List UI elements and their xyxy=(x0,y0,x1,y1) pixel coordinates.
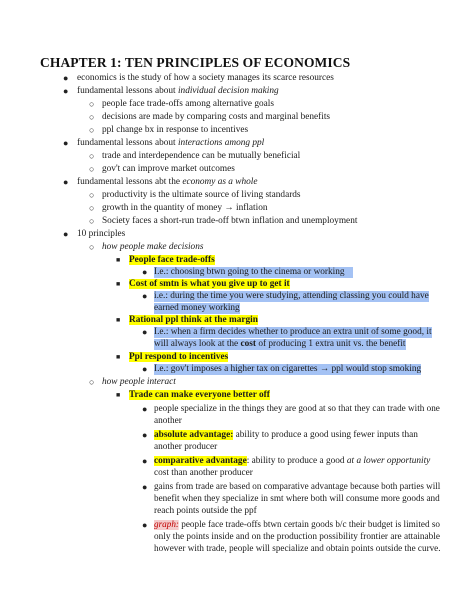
bullet-l1: ● xyxy=(63,229,69,239)
text-fragment: fundamental lessons abt the xyxy=(77,177,183,187)
principle-heading xyxy=(129,255,215,266)
principle-heading xyxy=(129,390,270,401)
principle-heading xyxy=(129,352,228,363)
bullet-l3: ■ xyxy=(116,256,121,264)
bullet-text xyxy=(154,456,430,467)
highlight-yellow: absolute advantage: xyxy=(154,430,234,440)
bullet-text: productivity is the ultimate source of living standards xyxy=(102,190,301,200)
bullet-text: decisions are made by comparing costs and marginal benefits xyxy=(102,112,331,122)
highlight-blue-example: I.e.: choosing btwn going to the cinema or working xyxy=(154,267,353,278)
text-fragment: fundamental lessons about xyxy=(77,86,178,96)
chapter-title: CHAPTER 1: TEN PRINCIPLES OF ECONOMICS xyxy=(40,55,351,70)
bullet-text xyxy=(154,430,418,441)
bullet-l4: ● xyxy=(142,430,148,440)
bullet-l2: ○ xyxy=(89,112,95,122)
highlight-blue-example: I.e.: gov't imposes a higher tax on cigarettes → ppl would stop smoking xyxy=(154,364,422,374)
text-fragment: of producing 1 extra unit vs. the benefit xyxy=(256,339,406,349)
bullet-text: cost than another producer xyxy=(154,468,253,478)
highlight-blue-example: i.e.: during the time you were studying, attending classing you could have xyxy=(154,291,429,301)
bullet-text xyxy=(77,138,264,149)
bullet-l4: ● xyxy=(142,364,148,374)
bullet-l2: ○ xyxy=(89,216,95,226)
bullet-l3: ■ xyxy=(116,391,121,399)
bullet-text: gains from trade are based on comparative advantage because both parties will xyxy=(154,482,441,492)
text-italic: individual decision making xyxy=(177,86,279,96)
text-fragment: will always look at the xyxy=(154,339,241,349)
bullet-text: people specialize in the things they are good at so that they can trade with one xyxy=(154,404,440,414)
bullet-l3: ■ xyxy=(116,353,121,361)
text-italic: economy as a whole xyxy=(182,177,258,187)
highlight-yellow: People face trade-offs xyxy=(129,255,215,265)
highlight-blue-example: I.e.: when a firm decides whether to produce an extra unit of some good, it xyxy=(154,327,432,337)
bullet-text xyxy=(77,86,279,97)
bullet-text: another producer xyxy=(154,442,218,452)
section-heading xyxy=(102,242,203,253)
bullet-l3: ■ xyxy=(116,316,121,324)
highlight-yellow: Ppl respond to incentives xyxy=(129,352,229,362)
bullet-text: another xyxy=(154,416,182,426)
bullet-text: 10 principles xyxy=(77,229,126,239)
highlight-yellow: Rational ppl think at the margin xyxy=(129,315,258,325)
bullet-text: gov't can improve market outcomes xyxy=(102,164,235,174)
text-fragment: fundamental lessons about xyxy=(77,138,178,148)
text-italic: at a lower opportunity xyxy=(346,456,431,466)
highlight-pink: graph: xyxy=(154,520,179,530)
bullet-text: however with trade, people will specialize and obtain points outside the curve. xyxy=(154,544,441,554)
bullet-text: Society faces a short-run trade-off btwn inflation and unemployment xyxy=(102,216,358,226)
bullet-text: people face trade-offs among alternative goals xyxy=(102,99,275,109)
bullet-l4: ● xyxy=(142,267,148,277)
highlight-blue-example: earned money working xyxy=(154,303,240,313)
text-fragment: people face trade-offs btwn certain goods b/c their budget is limited so xyxy=(178,520,440,530)
highlight-blue-example xyxy=(154,339,406,350)
bullet-l4: ● xyxy=(142,327,148,337)
bullet-l4: ● xyxy=(142,482,148,492)
bullet-text: growth in the quantity of money → inflation xyxy=(102,203,268,213)
bullet-l1: ● xyxy=(63,86,69,96)
principle-heading xyxy=(129,315,258,326)
bullet-l4: ● xyxy=(142,456,148,466)
bullet-l2: ○ xyxy=(89,164,95,174)
highlight-yellow: comparative advantage xyxy=(154,456,247,466)
bullet-l2: ○ xyxy=(89,190,95,200)
bullet-l2: ○ xyxy=(89,377,95,387)
text-bold: cost xyxy=(240,339,256,349)
bullet-l1: ● xyxy=(63,73,69,83)
bullet-text: only the points inside and on the production possibility frontier are attainable xyxy=(154,532,440,542)
text-fragment: : ability to produce a good xyxy=(246,456,347,466)
highlight-yellow: Cost of smtn is what you give up to get it xyxy=(129,279,290,289)
bullet-l1: ● xyxy=(63,138,69,148)
bullet-l2: ○ xyxy=(89,203,95,213)
bullet-l3: ■ xyxy=(116,280,121,288)
text-italic: how people interact xyxy=(102,377,176,387)
bullet-text xyxy=(77,177,257,188)
highlight-yellow: Trade can make everyone better off xyxy=(129,390,270,400)
bullet-text: ppl change bx in response to incentives xyxy=(102,125,249,135)
principle-heading xyxy=(129,279,290,290)
bullet-l2: ○ xyxy=(89,99,95,109)
bullet-text: benefit when they specialize in smt where both will consume more goods and xyxy=(154,494,440,504)
bullet-l4: ● xyxy=(142,404,148,414)
section-heading xyxy=(102,377,176,388)
bullet-l2: ○ xyxy=(89,151,95,161)
bullet-text xyxy=(154,520,440,531)
text-fragment: ability to produce a good using fewer inputs than xyxy=(233,430,418,440)
bullet-text: reach points outside the ppf xyxy=(154,506,257,516)
bullet-l2: ○ xyxy=(89,125,95,135)
bullet-l2: ○ xyxy=(89,242,95,252)
bullet-l4: ● xyxy=(142,291,148,301)
bullet-l1: ● xyxy=(63,177,69,187)
text-italic: interactions among ppl xyxy=(177,138,265,148)
bullet-text: economics is the study of how a society manages its scarce resources xyxy=(77,73,334,83)
bullet-l4: ● xyxy=(142,520,148,530)
text-italic: how people make decisions xyxy=(102,242,204,252)
bullet-text: trade and interdependence can be mutually beneficial xyxy=(102,151,301,161)
